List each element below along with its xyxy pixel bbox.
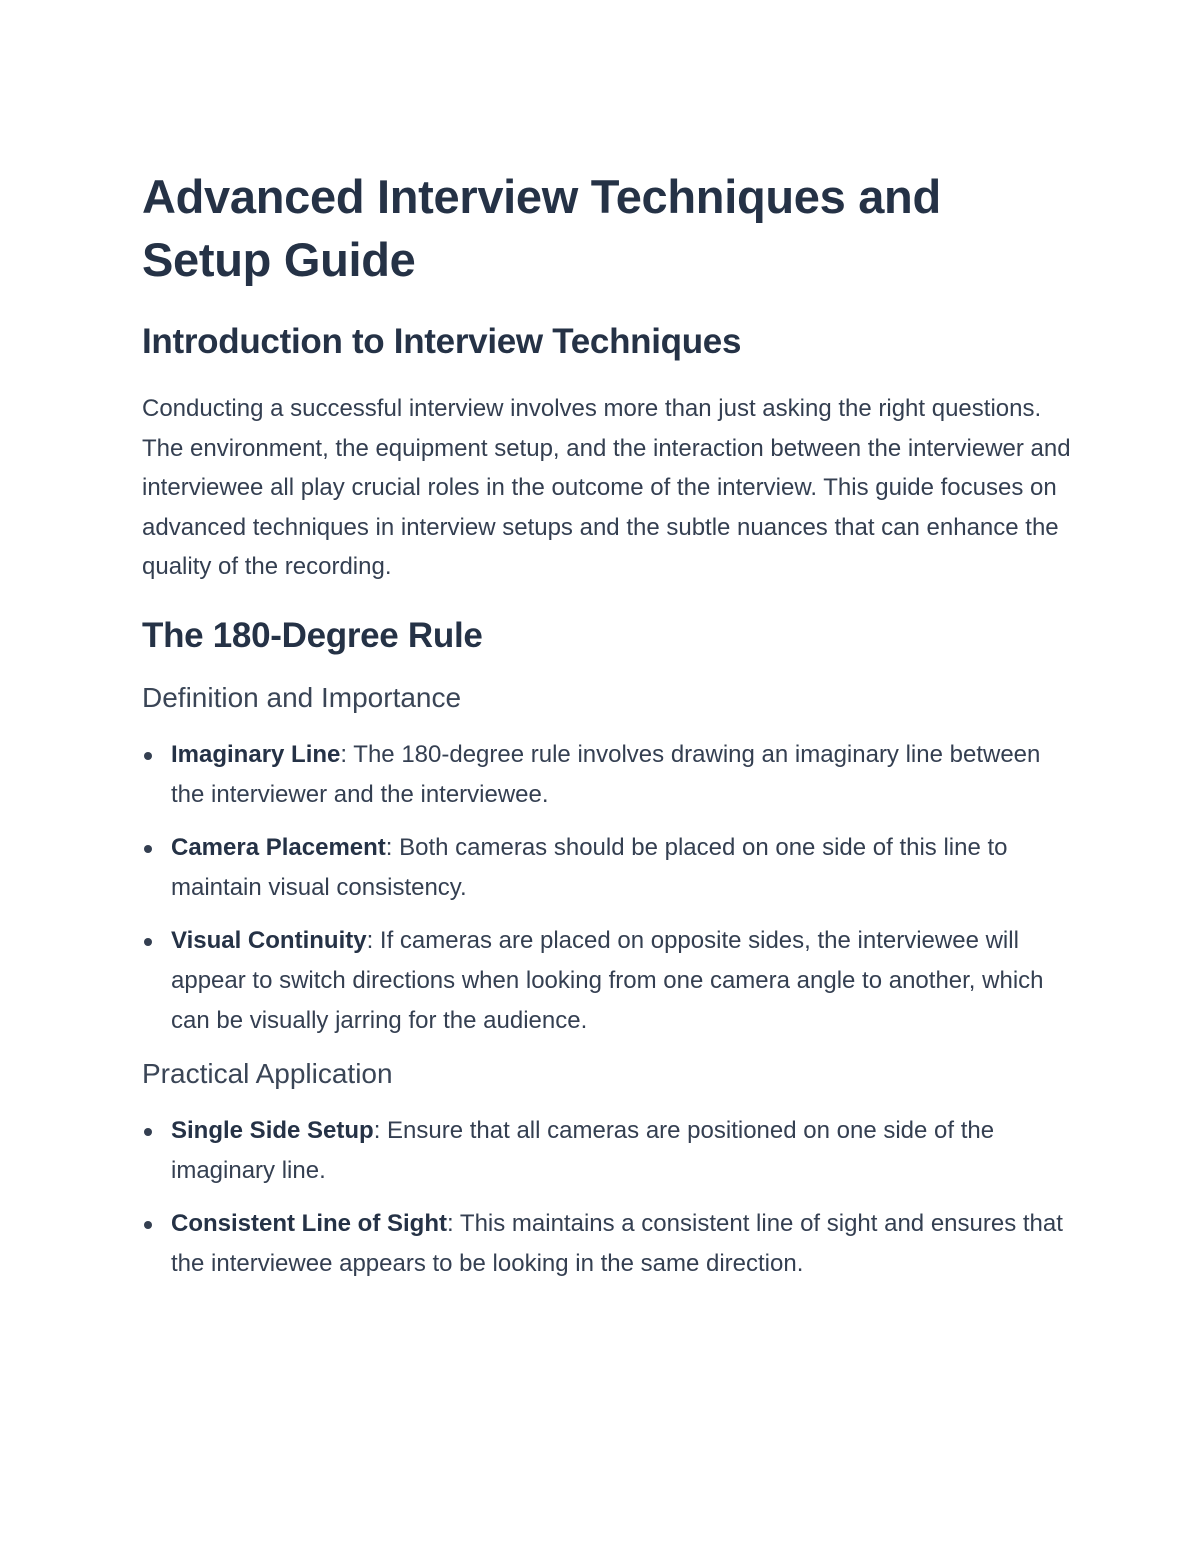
bullet-icon [144, 1128, 152, 1136]
intro-paragraph: Conducting a successful interview involves more than just asking the right questions. The environment, the equipment setup, and the interaction between the interviewer and interviewee all play crucial roles in the outcome of the interview. This guide focuses on advanced techniques in interview setups and the subtle nuances that can enhance the quality of the recording. [142, 395, 1071, 581]
item-text: : If cameras are placed on opposite sides, the interviewee will appear to switch directions when looking from one camera angle to another, which can be visually jarring for the audience. [171, 926, 1044, 1034]
list-item [142, 735, 1072, 815]
definition-list [142, 735, 1072, 1041]
intro-heading: Introduction to Interview Techniques [142, 322, 742, 361]
application-heading: Practical Application [142, 1057, 393, 1089]
item-text: : The 180-degree rule involves drawing an imaginary line between the interviewer and the interviewee. [171, 740, 1041, 808]
list-item [142, 1111, 1072, 1191]
item-term: Single Side Setup [171, 1116, 374, 1144]
item-text: : This maintains a consistent line of sight and ensures that the interviewee appears to be looking in the same direction. [171, 1209, 1063, 1277]
document-title: Advanced Interview Techniques and Setup Guide [142, 170, 941, 286]
bullet-icon [144, 845, 152, 853]
list-item [142, 921, 1072, 1041]
item-term: Imaginary Line [171, 740, 341, 768]
item-term: Consistent Line of Sight [171, 1209, 447, 1237]
item-term: Visual Continuity [171, 926, 367, 954]
item-text: : Both cameras should be placed on one side of this line to maintain visual consistency. [171, 833, 1008, 901]
list-item [142, 828, 1072, 908]
bullet-icon [144, 752, 152, 760]
item-text: : Ensure that all cameras are positioned on one side of the imaginary line. [171, 1116, 995, 1184]
bullet-icon [144, 1221, 152, 1229]
definition-heading: Definition and Importance [142, 681, 462, 713]
document-page [142, 165, 1072, 1297]
list-item [142, 1204, 1072, 1284]
rule-heading: The 180-Degree Rule [142, 615, 483, 655]
item-term: Camera Placement [171, 833, 386, 861]
bullet-icon [144, 938, 152, 946]
application-list [142, 1111, 1072, 1284]
